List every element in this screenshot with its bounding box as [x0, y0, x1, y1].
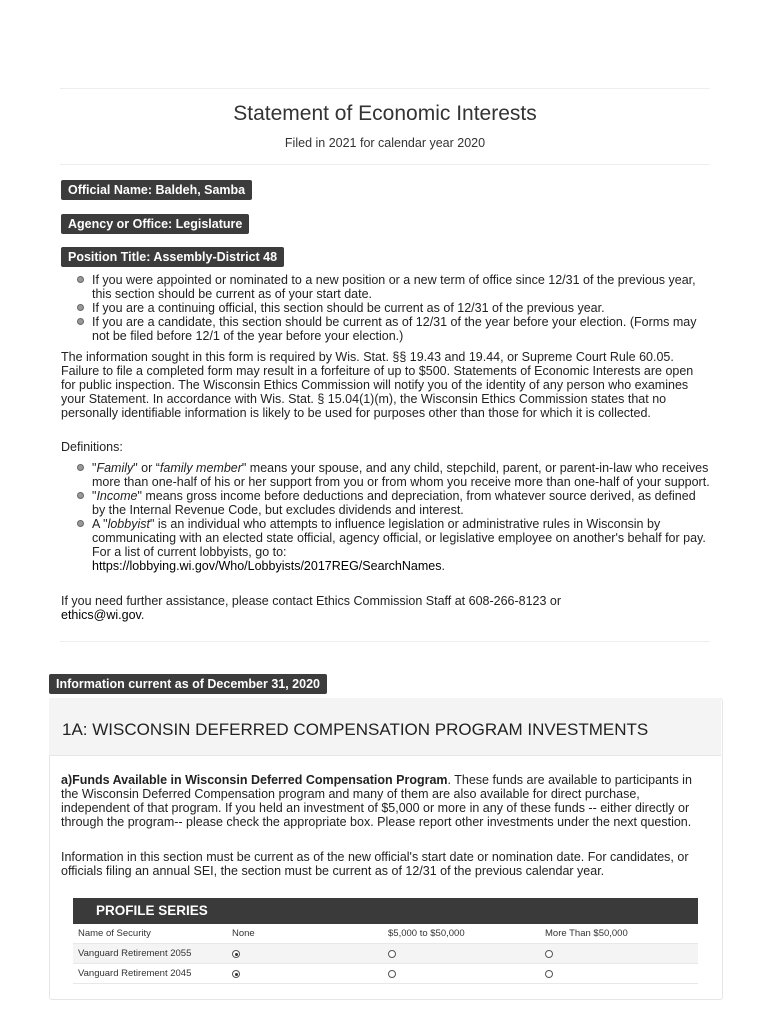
agency-badge: Agency or Office: Legislature — [61, 214, 249, 234]
security-name: Vanguard Retirement 2045 — [78, 968, 192, 979]
page-subtitle: Filed in 2021 for calendar year 2020 — [284, 136, 486, 150]
security-name: Vanguard Retirement 2055 — [78, 948, 192, 959]
lobbyist-list-link[interactable]: https://lobbying.wi.gov/Who/Lobbyists/2017REG/SearchNames — [92, 559, 442, 573]
radio-5000-to-50000[interactable] — [388, 970, 396, 978]
term-family: Family — [96, 461, 134, 475]
radio-more-than-50000[interactable] — [545, 950, 553, 958]
page-title: Statement of Economic Interests — [233, 102, 537, 125]
bullet-icon — [77, 492, 84, 499]
section-1a-para-b: Information in this section must be current as of the new official's start date or nomination date. For candidates, or officials filing an annual SEI, the section must be current as of 12/31 of the previous calendar year. — [61, 850, 689, 878]
radio-more-than-50000[interactable] — [545, 970, 553, 978]
list-item: If you are a continuing official, this section should be current as of 12/31 of the previous year. — [61, 301, 711, 315]
header-divider — [60, 164, 710, 165]
definition-family: "Family" or “family member" means your spouse, and any child, stepchild, parent, or parent-in-law who receives more than one-half of his or her support from you or from whom you receive more than one-half of your support. — [61, 461, 711, 489]
body-divider — [60, 641, 710, 642]
section-1a-title: 1A: WISCONSIN DEFERRED COMPENSATION PROGRAM INVESTMENTS — [62, 720, 649, 739]
para-a-heading: a)Funds Available in Wisconsin Deferred Compensation Program — [61, 773, 448, 787]
column-header: More Than $50,000 — [545, 928, 628, 939]
table-header-row — [73, 924, 698, 944]
bullet-icon — [77, 520, 84, 527]
radio-none[interactable] — [232, 950, 240, 958]
legal-notice: The information sought in this form is required by Wis. Stat. §§ 19.43 and 19.44, or Supreme Court Rule 60.05. Failure to file a completed form may result in a forfeiture of up to $500. Statements of Economic Interests are open for public inspection. The Wisconsin Ethics Commission will notify you of the identity of any person who examines your Statement. In accordance with Wis. Stat. § 15.04(1)(m), the Wisconsin Ethics Commission states that no personally identifiable information is likely to be used for purposes other than those for which it is collected. — [61, 350, 694, 420]
column-header: None — [232, 928, 255, 939]
bullet-icon — [77, 276, 84, 283]
definition-income: "Income" means gross income before deductions and depreciation, from whatever source derived, as defined by the Internal Revenue Code, but excludes dividends and interest. — [61, 489, 711, 517]
bullet-icon — [77, 464, 84, 471]
definitions-label: Definitions: — [61, 440, 123, 454]
table-row — [73, 944, 698, 964]
radio-none[interactable] — [232, 970, 240, 978]
currency-instructions-list — [61, 273, 711, 343]
column-header: Name of Security — [78, 928, 151, 939]
bullet-icon — [77, 318, 84, 325]
list-item: If you are a candidate, this section should be current as of 12/31 of the year before your election. (Forms may not be filed before 12/1 of the year before your election.) — [61, 315, 711, 343]
assistance-note: If you need further assistance, please contact Ethics Commission Staff at 608-266-8123 or ethics@wi.gov. — [61, 594, 562, 622]
table-row — [73, 964, 698, 984]
position-title-badge: Position Title: Assembly-District 48 — [61, 247, 284, 267]
list-item: If you were appointed or nominated to a new position or a new term of office since 12/31 of the previous year, this section should be current as of your start date. — [61, 273, 711, 301]
profile-series-table — [73, 898, 698, 984]
section-1a-para-a: a)Funds Available in Wisconsin Deferred Compensation Program. These funds are available to participants in the Wisconsin Deferred Compensation program and many of them are also available for direct purchase, independent of that program. If you held an investment of $5,000 or more in any of these funds -- either directly or through the program-- please check the appropriate box. Please report other investments under the next question. — [61, 773, 692, 829]
column-header: $5,000 to $50,000 — [388, 928, 465, 939]
info-current-badge: Information current as of December 31, 2020 — [49, 674, 327, 694]
top-divider — [60, 88, 710, 89]
definition-lobbyist: A "lobbyist" is an individual who attempts to influence legislation or administrative rules in Wisconsin by communicating with an elected state official, agency official, or legislative employee on another's behalf for pay. For a list of current lobbyists, go to: https://lobbying.wi.gov/Who/Lobbyists/2017REG/SearchNames. — [61, 517, 711, 573]
definitions-list — [61, 461, 711, 573]
table-title: PROFILE SERIES — [73, 898, 698, 924]
bullet-icon — [77, 304, 84, 311]
term-lobbyist: lobbyist — [107, 517, 150, 531]
term-income: Income — [96, 489, 138, 503]
radio-5000-to-50000[interactable] — [388, 950, 396, 958]
official-name-badge: Official Name: Baldeh, Samba — [61, 180, 252, 200]
term-family-member: family member — [159, 461, 242, 475]
ethics-email-link[interactable]: ethics@wi.gov — [61, 608, 141, 622]
